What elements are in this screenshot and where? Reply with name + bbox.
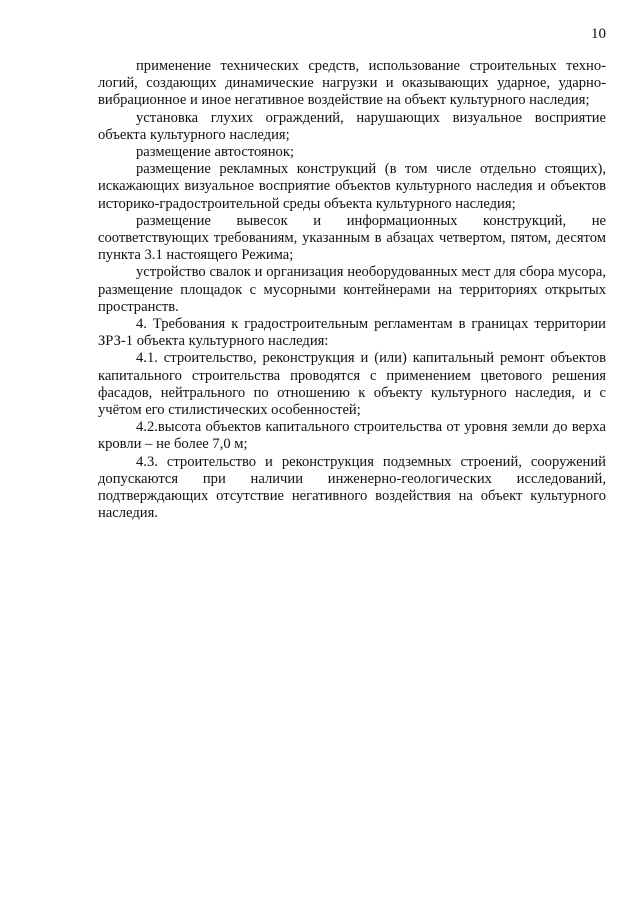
paragraph-blind-fences: установка глухих ограждений, нарушающих визуальное восприятие объекта культурного наследия;: [98, 109, 606, 143]
page-number: 10: [591, 26, 606, 42]
paragraph-technical-means: применение технических средств, использование строительных технологий, создающих динамические нагрузки и оказывающих ударное, ударно-вибрационное и иное негативное воздействие на объект культурного наследия;: [98, 58, 606, 109]
paragraph-signage: размещение вывесок и информационных конструкций, не соответствующих требованиям, указанным в абзацах четвертом, пятом, десятом пункта 3.1 настоящего Режима;: [98, 212, 606, 264]
document-body: [98, 58, 606, 522]
paragraph-4-1: 4.1. строительство, реконструкция и (или) капитальный ремонт объектов капитального строительства проводятся с применением цветового решения фасадов, нейтрального по отношению к объекту культурного наследия, и с учётом его стилистических особенностей;: [98, 350, 606, 419]
paragraph-advertising: размещение рекламных конструкций (в том числе отдельно стоящих), искажающих визуальное восприятие объектов культурного наследия и объектов историко-градостроительной среды объекта культурного наследия;: [98, 161, 606, 212]
paragraph-4-3: 4.3. строительство и реконструкция подземных строений, сооружений допускаются при наличии инженерно-геологических исследований, подтверждающих отсутствие негативного воздействия на объект культурного наследия.: [98, 453, 606, 522]
paragraph-dumps: устройство свалок и организация необорудованных мест для сбора мусора, размещение площадок с мусорными контейнерами на территориях открытых пространств.: [98, 264, 606, 315]
paragraph-section-4-heading: 4. Требования к градостроительным регламентам в границах территории ЗРЗ-1 объекта культурного наследия:: [98, 316, 606, 350]
paragraph-parking: размещение автостоянок;: [136, 144, 295, 161]
paragraph-4-2: 4.2.высота объектов капитального строительства от уровня земли до верха кровли – не более 7,0 м;: [98, 419, 606, 453]
